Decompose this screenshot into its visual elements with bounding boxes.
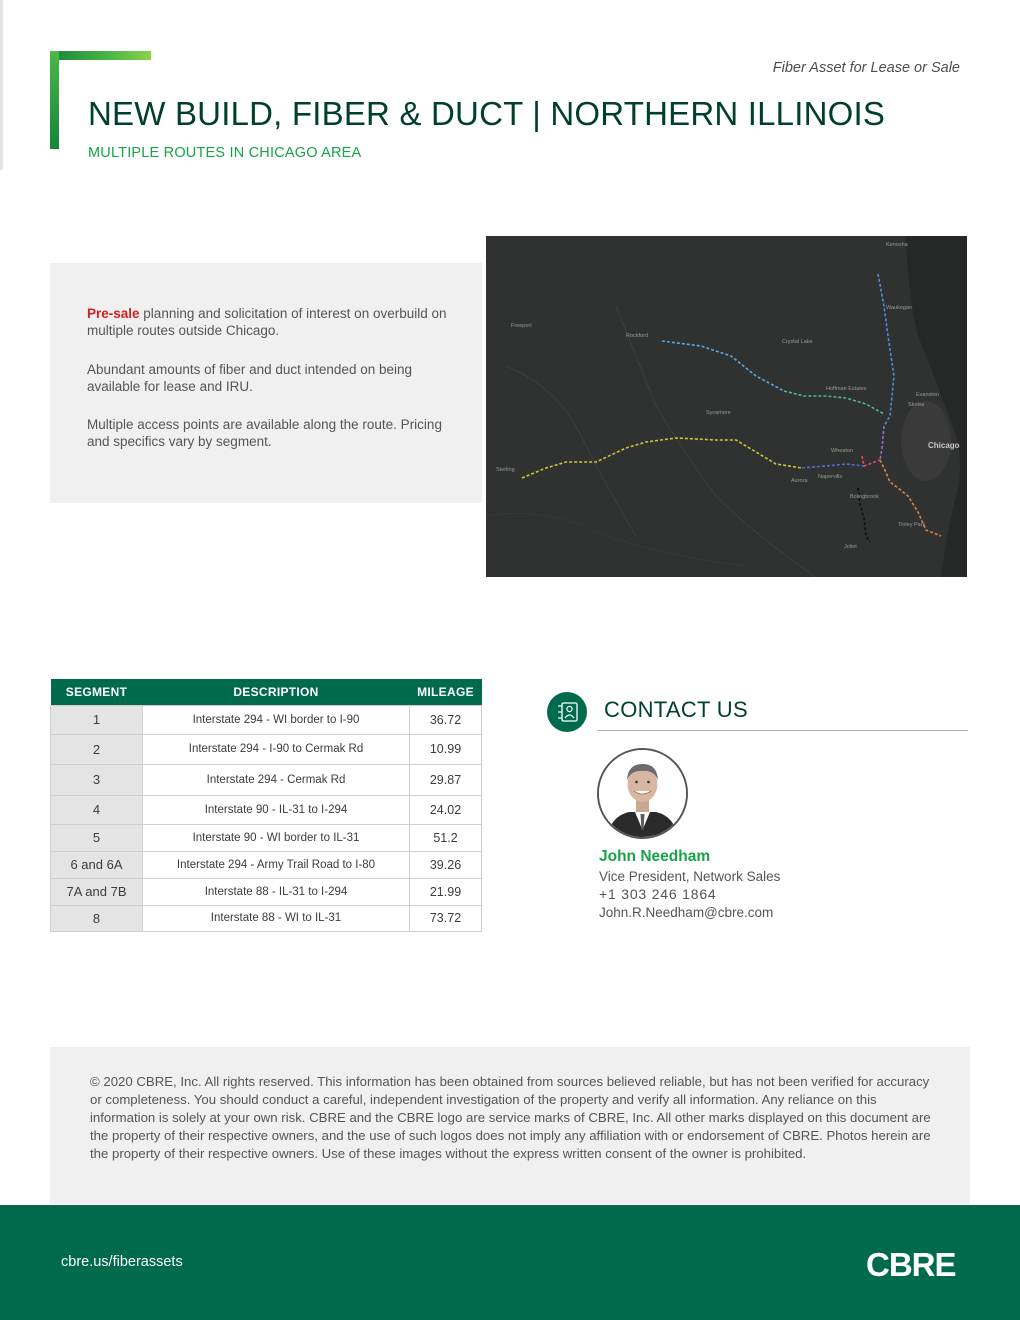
table-header-row	[51, 679, 482, 705]
cell-segment: 1	[51, 705, 143, 734]
cell-description: Interstate 88 - IL-31 to I-294	[143, 878, 410, 905]
map-label-sterling: Sterling	[496, 467, 515, 473]
contact-photo	[599, 750, 686, 837]
map-label-rockford: Rockford	[626, 333, 649, 339]
map-label-waukegan: Waukegan	[886, 305, 913, 311]
page-edge-mark	[0, 0, 3, 170]
intro-panel	[50, 263, 482, 503]
contact-role: Vice President, Network Sales	[599, 869, 781, 884]
cell-description: Interstate 294 - Army Trail Road to I-80	[143, 851, 410, 878]
map-label-naperville: Naperville	[818, 474, 843, 480]
route-map-svg	[486, 236, 967, 577]
route-4	[784, 391, 884, 414]
table-row	[51, 824, 482, 851]
contact-heading: CONTACT US	[604, 697, 748, 722]
cell-mileage: 39.26	[410, 851, 482, 878]
disclaimer-panel	[50, 1047, 970, 1204]
header-bracket-top	[50, 51, 151, 60]
map-label-sycamore: Sycamore	[706, 410, 731, 416]
contact-email[interactable]: John.R.Needham@cbre.com	[599, 905, 774, 920]
cell-mileage: 29.87	[410, 764, 482, 795]
header-eyebrow: Fiber Asset for Lease or Sale	[772, 60, 960, 76]
cell-segment: 8	[51, 905, 143, 931]
header-bracket-left	[50, 51, 59, 149]
map-label-bolingbrook: Bolingbrook	[850, 494, 880, 500]
map-label-evanston: Evanston	[916, 392, 939, 398]
river-1	[506, 366, 636, 536]
cell-description: Interstate 294 - WI border to I-90	[143, 705, 410, 734]
table-row	[51, 705, 482, 734]
map-label-chicago: Chicago	[928, 441, 960, 450]
cell-segment: 2	[51, 734, 143, 764]
map-label-freeport: Freeport	[511, 323, 532, 329]
column-header-description: DESCRIPTION	[143, 679, 410, 705]
table-row	[51, 878, 482, 905]
route-map	[486, 236, 967, 577]
disclaimer-text: © 2020 CBRE, Inc. All rights reserved. This information has been obtained from sources believed reliable, but has not been verified for accuracy or completeness. You should conduct a careful, independent investigation of the property and verify all information. Any reliance on this information is solely at your own risk. CBRE and the CBRE logo are service marks of CBRE, Inc. All other marks displayed on this document are the property of their respective owners, and the use of such logos does not imply any affiliation with or endorsement of CBRE. Photos herein are the property of their respective owners. Use of these images without the express written consent of the owner is prohibited.	[90, 1074, 931, 1161]
segment-table	[50, 679, 482, 932]
intro-paragraph-presale	[87, 305, 447, 339]
map-label-wheaton: Wheaton	[831, 448, 854, 454]
map-label-hoffman-estates: Hoffman Estates	[826, 386, 867, 392]
cell-segment: 5	[51, 824, 143, 851]
intro-paragraph-presale-text: planning and solicitation of interest on overbuild on multiple routes outside Chicago.	[87, 306, 447, 338]
contact-phone[interactable]: +1 303 246 1864	[599, 886, 717, 902]
page-subtitle: MULTIPLE ROUTES IN CHICAGO AREA	[88, 145, 362, 161]
map-label-tinley-park: Tinley Park	[898, 522, 926, 528]
page-title: NEW BUILD, FIBER & DUCT | NORTHERN ILLINOIS	[88, 95, 886, 132]
table-row	[51, 734, 482, 764]
cell-description: Interstate 294 - Cermak Rd	[143, 764, 410, 795]
footer-url-link[interactable]: cbre.us/fiberassets	[61, 1254, 183, 1270]
presale-label: Pre-sale	[87, 306, 140, 321]
route-5	[662, 341, 784, 391]
cell-mileage: 73.72	[410, 905, 482, 931]
cell-segment: 3	[51, 764, 143, 795]
map-label-crystal-lake: Crystal Lake	[782, 339, 813, 345]
table-row	[51, 764, 482, 795]
cell-description: Interstate 294 - I-90 to Cermak Rd	[143, 734, 410, 764]
route-1	[878, 274, 894, 426]
cell-description: Interstate 90 - WI border to IL-31	[143, 824, 410, 851]
cell-mileage: 24.02	[410, 795, 482, 824]
cbre-logo: CBRE	[866, 1246, 956, 1283]
column-header-segment: SEGMENT	[51, 679, 143, 705]
contact-divider	[598, 730, 968, 731]
map-label-joliet: Joliet	[844, 544, 857, 550]
route-8	[522, 438, 802, 478]
table-row	[51, 795, 482, 824]
cell-mileage: 10.99	[410, 734, 482, 764]
table-row	[51, 851, 482, 878]
intro-paragraph-fiber: Abundant amounts of fiber and duct intended on being available for lease and IRU.	[87, 362, 412, 394]
intro-paragraph-access: Multiple access points are available along the route. Pricing and specifics vary by segment.	[87, 417, 442, 449]
map-label-skokie: Skokie	[908, 402, 925, 408]
contact-card-icon	[547, 692, 587, 732]
map-label-aurora: Aurora	[791, 478, 808, 484]
cell-segment: 4	[51, 795, 143, 824]
route-2	[880, 426, 884, 460]
route-7	[802, 464, 864, 468]
river-3	[486, 514, 746, 567]
route-6	[862, 456, 880, 466]
cell-segment: 7A and 7B	[51, 878, 143, 905]
cell-mileage: 21.99	[410, 878, 482, 905]
column-header-mileage: MILEAGE	[410, 679, 482, 705]
cell-description: Interstate 88 - WI to IL-31	[143, 905, 410, 931]
contact-name: John Needham	[599, 848, 711, 865]
map-label-kenosha: Kenosha	[886, 242, 908, 248]
cell-mileage: 51.2	[410, 824, 482, 851]
cell-segment: 6 and 6A	[51, 851, 143, 878]
cell-mileage: 36.72	[410, 705, 482, 734]
cell-description: Interstate 90 - IL-31 to I-294	[143, 795, 410, 824]
table-row	[51, 905, 482, 931]
footer	[0, 1205, 1020, 1320]
avatar	[597, 748, 688, 839]
